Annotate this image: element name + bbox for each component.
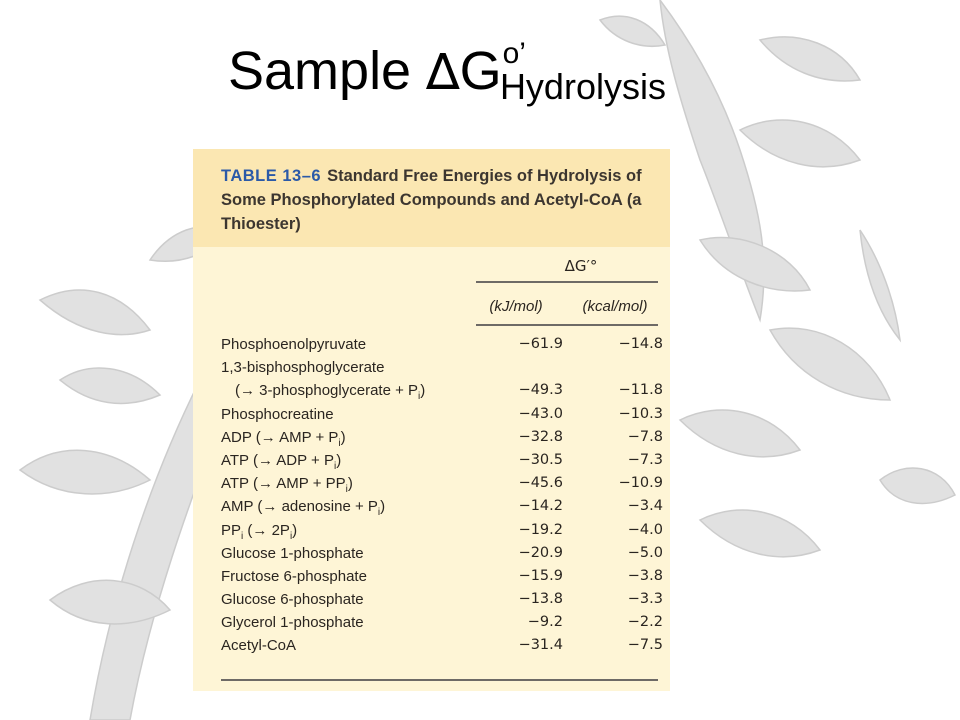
kj-value: −49.3 [518, 382, 563, 399]
table-caption-text: Standard Free Energies of Hydrolysis of Some Phosphorylated Compounds and Acetyl-CoA (a Thioester) [221, 167, 642, 233]
kj-value: −32.8 [518, 428, 563, 445]
kcal-value: −3.8 [627, 567, 663, 584]
compound-name-sub: i [345, 484, 348, 496]
compound-name-sub: i [338, 437, 341, 449]
compound-name [221, 637, 296, 654]
compound-name [221, 475, 353, 495]
compound-name-name: Glucose 1-phosphate [221, 544, 364, 562]
kcal-value: −7.5 [627, 637, 663, 654]
slide-title [228, 37, 666, 107]
kcal-value: −3.4 [627, 498, 663, 515]
compound-name [221, 498, 385, 518]
compound-name-name: Fructose 6-phosphate [221, 567, 367, 585]
kj-value: −30.5 [518, 451, 563, 468]
compound-name [221, 545, 364, 562]
table-number: TABLE 13–6 [221, 167, 322, 185]
table-row [221, 519, 661, 542]
compound-name [221, 568, 367, 585]
table-row [221, 403, 661, 426]
compound-name-name: Glycerol 1-phosphate [221, 614, 364, 632]
compound-name-name: ADP (→ AMP + P [221, 428, 339, 446]
table-row [221, 588, 661, 611]
kj-value: −43.0 [518, 405, 563, 422]
kcal-value: −7.3 [627, 451, 663, 468]
compound-name-sub: i [418, 391, 421, 403]
table-row [221, 634, 661, 657]
table-row [221, 472, 661, 495]
kj-value: −31.4 [518, 637, 563, 654]
compound-name-sub: i [377, 507, 381, 519]
compound-name [221, 429, 346, 449]
title-g: G [459, 41, 502, 101]
compound-name-tail: ) [380, 498, 386, 516]
title-superscript: o’ [502, 37, 526, 70]
compound-name-name: ATP (→ AMP + PP [221, 475, 346, 493]
compound-name [221, 359, 384, 376]
compound-name-name: 1,3-bisphosphoglycerate [221, 359, 385, 377]
compound-name-name: ATP (→ ADP + P [221, 451, 334, 469]
kj-column-header: (kJ/mol) [489, 298, 543, 315]
table-row [221, 426, 661, 449]
kj-value: −20.9 [518, 544, 563, 561]
table-row [221, 333, 661, 356]
kcal-value: −4.0 [627, 521, 663, 538]
compound-name-tail2: ) [292, 521, 298, 539]
compound-name [221, 614, 364, 631]
kcal-value: −10.3 [618, 405, 663, 422]
compound-name-sub: i [333, 460, 337, 472]
delta-symbol: ∆ [426, 43, 460, 101]
table-row [221, 379, 661, 402]
kj-value: −14.2 [518, 498, 563, 515]
header-rule-top [476, 281, 658, 283]
kj-value: −19.2 [518, 521, 563, 538]
kcal-value: −11.8 [618, 382, 663, 399]
compound-name-name: PP [221, 521, 242, 539]
compound-name-sub2: i [289, 530, 293, 542]
kcal-value: −10.9 [618, 475, 663, 492]
compound-name-name: Acetyl-CoA [221, 637, 297, 655]
kcal-value: −7.8 [627, 428, 663, 445]
free-energy-table [193, 149, 670, 691]
kcal-value: −14.8 [618, 336, 663, 352]
compound-name-name: Phosphoenolpyruvate [221, 336, 367, 353]
kcal-value: −5.0 [627, 544, 663, 561]
compound-name-sub: i [241, 530, 244, 542]
compound-name-name: (→ 3-phosphoglycerate + P [235, 382, 419, 400]
table-caption [221, 164, 651, 236]
table-bottom-rule [221, 679, 658, 681]
compound-name-tail: ) [420, 382, 426, 400]
table-row [221, 356, 661, 379]
kcal-value: −3.3 [627, 591, 663, 608]
kj-value: −9.2 [527, 614, 563, 631]
compound-name [221, 406, 334, 423]
compound-name-tail: ) [340, 428, 346, 446]
table-row [221, 611, 661, 634]
compound-name [221, 336, 366, 353]
compound-name [221, 522, 297, 542]
kcal-value: −2.2 [627, 614, 663, 631]
compound-name-tail: ) [347, 475, 353, 493]
title-text: Sample [228, 41, 427, 101]
kj-value: −15.9 [518, 567, 563, 584]
title-subscript: Hydrolysis [499, 66, 666, 107]
kcal-column-header: (kcal/mol) [582, 298, 648, 315]
compound-name-tail: ) [336, 451, 342, 469]
kj-value: −13.8 [518, 591, 563, 608]
compound-name [221, 452, 341, 472]
compound-name-name: Phosphocreatine [221, 405, 334, 423]
compound-name-name: Glucose 6-phosphate [221, 591, 364, 609]
header-rule-bottom [476, 324, 658, 326]
kj-value: −45.6 [518, 475, 563, 492]
compound-name-name: AMP (→ adenosine + P [221, 498, 378, 516]
table-row [221, 565, 661, 588]
table-row [221, 542, 661, 565]
delta-g-column-header: ΔG′° [564, 257, 598, 275]
kj-value: −61.9 [518, 336, 563, 352]
table-row [221, 495, 661, 518]
table-row [221, 449, 661, 472]
table-body [221, 333, 661, 658]
compound-name-tail: (→ 2P [243, 521, 290, 539]
compound-name [221, 591, 364, 608]
compound-name [235, 382, 425, 402]
